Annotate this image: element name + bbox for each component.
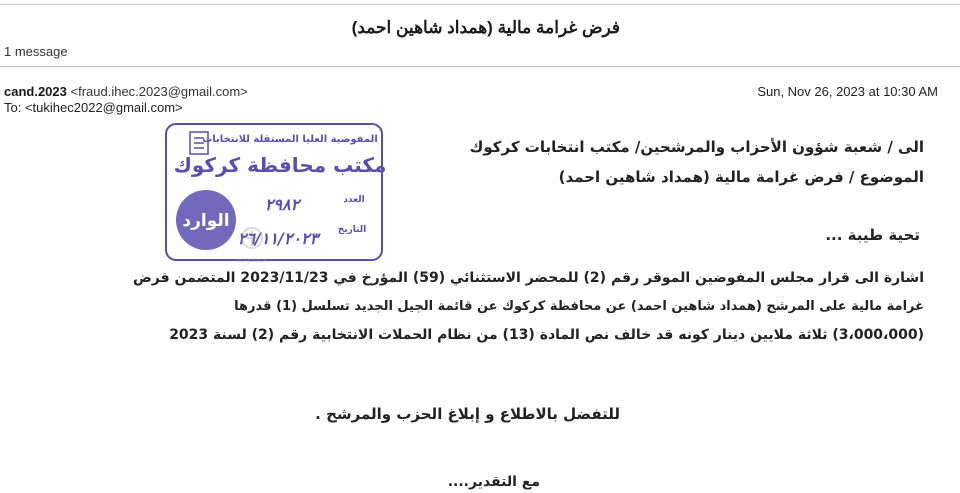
letter-recipient: الى / شعبة شؤون الأحزاب والمرشحين/ مكتب انتخابات كركوك [469, 138, 924, 156]
letter-body-line-1: اشارة الى قرار مجلس المفوضين الموقر رقم (2) للمحضر الاستثنائي (59) المؤرخ في 2023/11/23 المتضمن فرض [132, 270, 924, 286]
to-label: To: [4, 100, 22, 115]
stamp-incoming-label: الوارد [182, 211, 230, 231]
watermark-logo [222, 224, 282, 266]
email-date: Sun, Nov 26, 2023 at 10:30 AM [757, 84, 938, 99]
stamp-hand-number: ٢٩٨٢ [264, 195, 300, 214]
stamp-authority: المفوضية العليا المستقلة للانتخابات [202, 134, 378, 145]
stamp-office: مكتب محافظة كركوك [173, 153, 387, 177]
sender-email[interactable]: <fraud.ihec.2023@gmail.com> [70, 84, 248, 99]
top-border [0, 4, 960, 5]
header-divider [0, 66, 960, 67]
sender-name[interactable]: cand.2023 [4, 84, 67, 99]
stamp-hand-date: ٢٦/١١/٢٠٢٣ [237, 229, 319, 248]
stamp-date-label: التاريخ [337, 225, 367, 235]
to-email[interactable]: <tukihec2022@gmail.com> [24, 100, 183, 115]
watermark-text: حمقوبية [236, 254, 268, 264]
message-count: 1 message [4, 44, 68, 59]
letter-body-line-3: (3،000،000) ثلاثة ملايين دينار كونه قد خالف نص المادة (13) من نظام الحملات الانتخابية رقم (2) لسنة 2023 [169, 327, 924, 343]
email-from [4, 84, 248, 99]
letter-subject: الموضوع / فرض غرامة مالية (همداد شاهين احمد) [558, 168, 924, 186]
email-to [4, 100, 183, 115]
stamp-number-label: العدد [343, 195, 365, 205]
letter-body-line-2: غرامة مالية على المرشح (همداد شاهين احمد) عن محافظة كركوك عن قائمة الجيل الجديد تسلسل (1) قدرها [234, 299, 924, 314]
letter-closing: للتفضل بالاطلاع و إبلاغ الحزب والمرشح . [315, 405, 620, 423]
letter-greeting: تحية طيبة ... [825, 226, 920, 244]
letter-regards: مع التقدير.... [447, 474, 540, 490]
email-subject: فرض غرامة مالية (همداد شاهين احمد) [351, 18, 620, 37]
